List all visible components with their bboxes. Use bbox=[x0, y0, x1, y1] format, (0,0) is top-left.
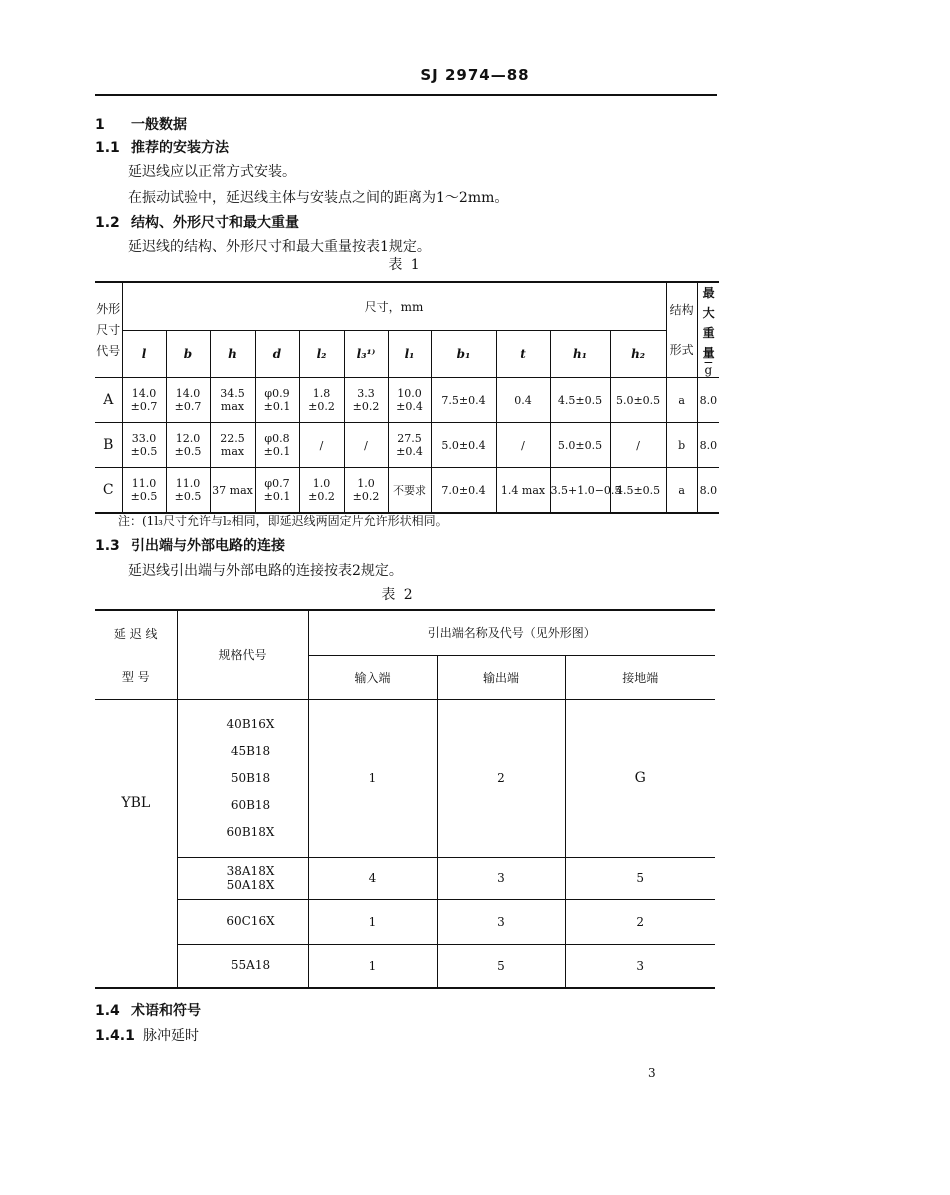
ground-cell: 2 bbox=[565, 899, 715, 944]
table-cell: 14.0 ±0.7 bbox=[122, 378, 166, 423]
terminal-header: 引出端名称及代号（见外形图） bbox=[308, 610, 715, 655]
table-row bbox=[95, 378, 719, 423]
table-2-caption: 表 2 bbox=[381, 587, 415, 603]
output-cell: 2 bbox=[437, 699, 565, 857]
table-cell: φ0.8 ±0.1 bbox=[255, 423, 299, 468]
input-cell: 1 bbox=[308, 899, 437, 944]
model-cell: YBL bbox=[95, 699, 177, 988]
structure-header: 结构形式 bbox=[666, 282, 697, 378]
col-header: l bbox=[122, 330, 166, 377]
paragraph: 延迟线应以正常方式安装。 bbox=[128, 164, 296, 180]
spec-list bbox=[177, 899, 308, 944]
input-header: 输入端 bbox=[308, 655, 437, 699]
table-cell: 1.8 ±0.2 bbox=[299, 378, 344, 423]
model-header-1: 延 迟 线 bbox=[95, 610, 177, 655]
section-title: 一般数据 bbox=[131, 117, 187, 133]
table-cell: 5.0±0.5 bbox=[550, 423, 610, 468]
table-cell: 7.5±0.4 bbox=[431, 378, 496, 423]
spec-list bbox=[177, 857, 308, 899]
spec-code: 60B18 bbox=[230, 797, 271, 812]
table-cell: 37 max bbox=[210, 468, 255, 514]
col-header: d bbox=[255, 330, 299, 377]
table-cell: 14.0 ±0.7 bbox=[166, 378, 210, 423]
section-1-4-1-heading bbox=[95, 1025, 199, 1045]
col-header: l₃¹⁾ bbox=[344, 330, 388, 377]
table-cell: 不要求 bbox=[388, 468, 431, 514]
table-cell: 5.0±0.5 bbox=[610, 378, 666, 423]
table-cell: 1.0 ±0.2 bbox=[344, 468, 388, 514]
table-cell: / bbox=[496, 423, 550, 468]
header-rule bbox=[95, 94, 717, 96]
col-header: l₂ bbox=[299, 330, 344, 377]
table-cell: 4.5±0.5 bbox=[610, 468, 666, 514]
section-number: 1.4.1 bbox=[95, 1028, 135, 1044]
ground-cell: 5 bbox=[565, 857, 715, 899]
table-row bbox=[95, 423, 719, 468]
col-header: b bbox=[166, 330, 210, 377]
col-header: l₁ bbox=[388, 330, 431, 377]
structure-cell: b bbox=[666, 423, 697, 468]
model-header-2: 型 号 bbox=[95, 655, 177, 699]
output-header: 输出端 bbox=[437, 655, 565, 699]
table-cell: 1.4 max bbox=[496, 468, 550, 514]
table-1 bbox=[95, 281, 719, 514]
row-code: A bbox=[95, 378, 122, 423]
weight-cell: 8.0 bbox=[697, 468, 719, 514]
ground-cell: G bbox=[565, 699, 715, 857]
section-number: 1.2 bbox=[95, 215, 120, 231]
weight-header: 最大重量 $\overline{g}$ bbox=[697, 282, 719, 378]
ground-cell: 3 bbox=[565, 944, 715, 988]
table-row bbox=[95, 699, 715, 857]
col-header: h bbox=[210, 330, 255, 377]
table-cell: / bbox=[344, 423, 388, 468]
section-1-2-heading bbox=[95, 212, 299, 232]
table-cell: 1.0 ±0.2 bbox=[299, 468, 344, 514]
spec-list bbox=[177, 944, 308, 988]
table-cell: 12.0 ±0.5 bbox=[166, 423, 210, 468]
section-number: 1 bbox=[95, 117, 105, 133]
section-title: 结构、外形尺寸和最大重量 bbox=[131, 215, 299, 231]
weight-cell: 8.0 bbox=[697, 378, 719, 423]
table-cell: 3.3 ±0.2 bbox=[344, 378, 388, 423]
spec-code: 55A18 bbox=[230, 958, 271, 973]
input-cell: 4 bbox=[308, 857, 437, 899]
col-header: t bbox=[496, 330, 550, 377]
table-row bbox=[95, 468, 719, 514]
col-header: h₂ bbox=[610, 330, 666, 377]
table-cell: 11.0 ±0.5 bbox=[122, 468, 166, 514]
corner-header: 外形尺寸代号 bbox=[95, 282, 122, 378]
table-1-note: 注：(1l₃尺寸允许与l₂相同，即延迟线两固定片允许形状相同。 bbox=[118, 514, 448, 528]
table-cell: 0.4 bbox=[496, 378, 550, 423]
table-cell: φ0.9 ±0.1 bbox=[255, 378, 299, 423]
section-number: 1.1 bbox=[95, 140, 120, 156]
table-cell: 27.5 ±0.4 bbox=[388, 423, 431, 468]
table-2 bbox=[95, 609, 715, 989]
output-cell: 5 bbox=[437, 944, 565, 988]
spec-code: 50B18 bbox=[230, 770, 271, 785]
dimension-header: 尺寸，mm bbox=[122, 282, 666, 330]
spec-code: 45B18 bbox=[230, 743, 271, 758]
table-cell: 11.0 ±0.5 bbox=[166, 468, 210, 514]
table-1-caption: 表 1 bbox=[388, 257, 422, 273]
table-cell: 10.0 ±0.4 bbox=[388, 378, 431, 423]
spec-list bbox=[177, 699, 308, 857]
table-row bbox=[95, 899, 715, 944]
table-row bbox=[95, 857, 715, 899]
table-cell: 7.0±0.4 bbox=[431, 468, 496, 514]
row-code: C bbox=[95, 468, 122, 514]
weight-cell: 8.0 bbox=[697, 423, 719, 468]
spec-code: 38A18X bbox=[226, 864, 275, 878]
col-header: h₁ bbox=[550, 330, 610, 377]
output-cell: 3 bbox=[437, 857, 565, 899]
table-cell: 33.0 ±0.5 bbox=[122, 423, 166, 468]
table-cell: φ0.7 ±0.1 bbox=[255, 468, 299, 514]
table-cell: 34.5 max bbox=[210, 378, 255, 423]
table-cell: / bbox=[299, 423, 344, 468]
table-row bbox=[95, 944, 715, 988]
paragraph: 在振动试验中，延迟线主体与安装点之间的距离为1～2mm。 bbox=[128, 190, 509, 206]
table-cell: / bbox=[610, 423, 666, 468]
input-cell: 1 bbox=[308, 944, 437, 988]
page-number: 3 bbox=[648, 1066, 656, 1080]
table-cell: 4.5±0.5 bbox=[550, 378, 610, 423]
section-1-heading bbox=[95, 114, 187, 134]
spec-header: 规格代号 bbox=[177, 610, 308, 699]
output-cell: 3 bbox=[437, 899, 565, 944]
structure-cell: a bbox=[666, 468, 697, 514]
paragraph: 延迟线引出端与外部电路的连接按表2规定。 bbox=[128, 563, 403, 579]
input-cell: 1 bbox=[308, 699, 437, 857]
spec-code: 60B18X bbox=[226, 824, 275, 839]
document-code: SJ 2974—88 bbox=[420, 66, 530, 84]
section-1-1-heading bbox=[95, 137, 229, 157]
row-code: B bbox=[95, 423, 122, 468]
ground-header: 接地端 bbox=[565, 655, 715, 699]
section-number: 1.3 bbox=[95, 538, 120, 554]
spec-code: 60C16X bbox=[226, 914, 275, 928]
section-title: 推荐的安装方法 bbox=[131, 140, 229, 156]
table-cell: 5.0±0.4 bbox=[431, 423, 496, 468]
table-cell: 22.5 max bbox=[210, 423, 255, 468]
spec-code: 50A18X bbox=[226, 878, 275, 892]
col-header: b₁ bbox=[431, 330, 496, 377]
section-title: 术语和符号 bbox=[131, 1003, 201, 1019]
section-1-4-heading bbox=[95, 1000, 201, 1020]
section-title: 脉冲延时 bbox=[143, 1028, 199, 1044]
spec-code: 40B16X bbox=[226, 716, 275, 731]
section-1-3-heading bbox=[95, 535, 285, 555]
paragraph: 延迟线的结构、外形尺寸和最大重量按表1规定。 bbox=[128, 239, 431, 255]
section-number: 1.4 bbox=[95, 1003, 120, 1019]
table-cell: 3.5+1.0−0.5 bbox=[550, 468, 610, 514]
section-title: 引出端与外部电路的连接 bbox=[131, 538, 285, 554]
structure-cell: a bbox=[666, 378, 697, 423]
